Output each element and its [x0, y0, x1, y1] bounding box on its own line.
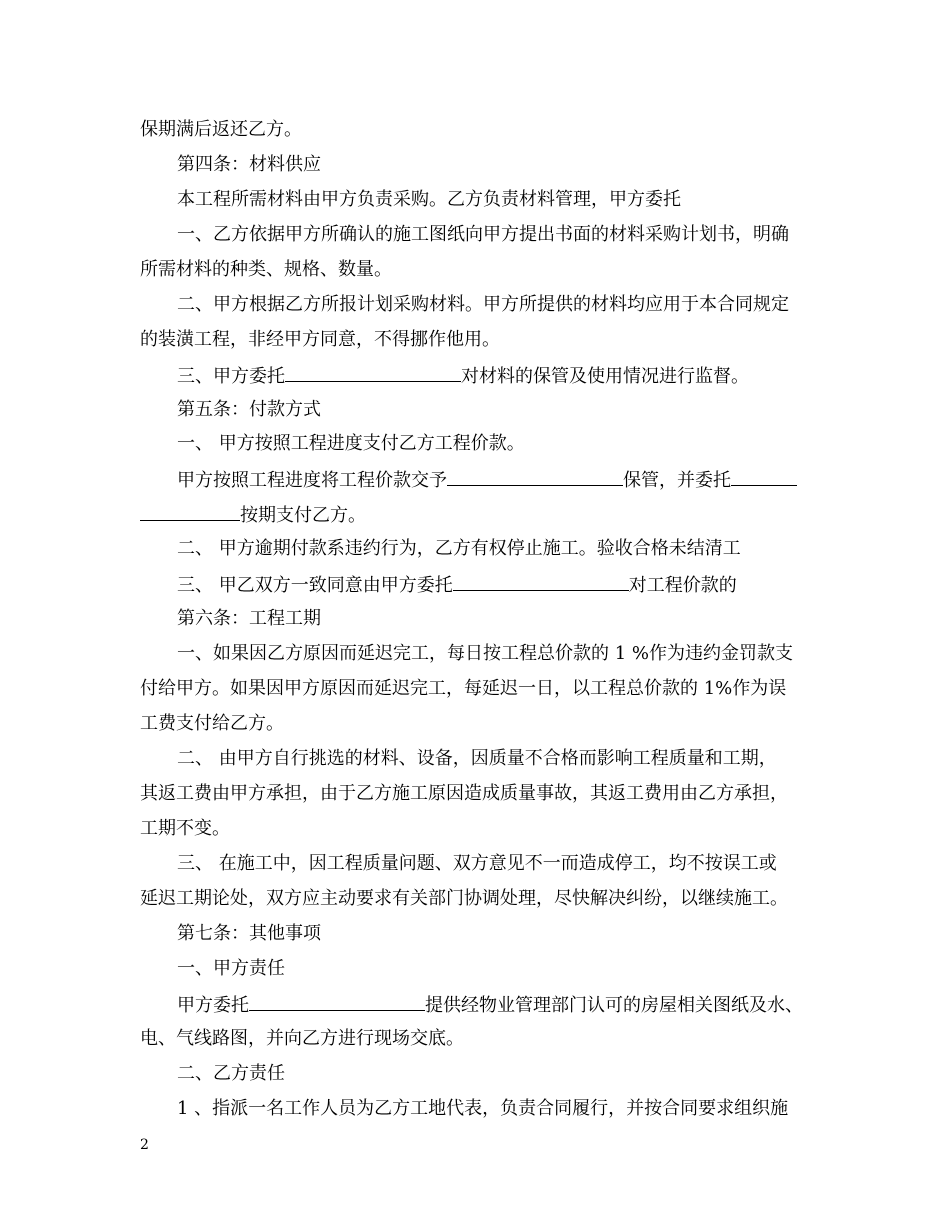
text-line-with-blank: [177, 992, 830, 1018]
text-line: 本工程所需材料由甲方负责采购。乙方负责材料管理，甲方委托: [177, 189, 681, 210]
fill-in-blank: [453, 572, 629, 591]
fill-in-blank: [285, 363, 461, 382]
text-segment: 按期支付乙方。: [240, 505, 366, 526]
text-line-with-blank: [177, 572, 830, 598]
text-line-with-blank: [140, 502, 830, 528]
article-heading: 第七条：其他事项: [177, 923, 321, 944]
text-line-with-blank: [177, 467, 830, 493]
text-line: 电、气线路图，并向乙方进行现场交底。: [140, 1028, 464, 1049]
text-segment: 甲方按照工程进度将工程价款交予: [177, 470, 447, 491]
text-segment: 三、甲方委托: [177, 366, 285, 387]
text-line: 所需材料的种类、规格、数量。: [140, 259, 392, 280]
article-heading: 第四条：材料供应: [177, 154, 321, 175]
fill-in-blank: [140, 502, 240, 521]
text-line: 工费支付给乙方。: [140, 713, 284, 734]
text-segment: 提供经物业管理部门认可的房屋相关图纸及水、: [425, 995, 803, 1016]
text-line-with-blank: [177, 363, 830, 389]
text-line: 延迟工期论处，双方应主动要求有关部门协调处理，尽快解决纠纷，以继续施工。: [140, 888, 788, 909]
text-segment: 甲方委托: [177, 995, 249, 1016]
page-number: 2: [140, 1137, 149, 1153]
text-line: 二、甲方根据乙方所报计划采购材料。甲方所提供的材料均应用于本合同规定: [177, 294, 789, 315]
text-line: 保期满后返还乙方。: [140, 119, 302, 140]
text-line: 一、如果因乙方原因而延迟完工，每日按工程总价款的 1 %作为违约金罚款支: [177, 643, 793, 664]
text-segment: 三、 甲乙双方一致同意由甲方委托: [177, 575, 453, 596]
fill-in-blank: [447, 467, 623, 486]
text-segment: 对工程价款的: [628, 575, 737, 596]
fill-in-blank: [249, 992, 425, 1011]
fill-in-blank: [731, 467, 797, 486]
text-line: 其返工费由甲方承担，由于乙方施工原因造成质量事故，其返工费用由乙方承担，: [140, 783, 788, 804]
text-line: 一、甲方责任: [177, 958, 285, 979]
text-line: 1 、指派一名工作人员为乙方工地代表，负责合同履行，并按合同要求组织施: [177, 1098, 789, 1119]
article-heading: 第六条：工程工期: [177, 608, 321, 629]
text-line: 三、 在施工中，因工程质量问题、双方意见不一而造成停工，均不按误工或: [177, 853, 777, 874]
text-line: 工期不变。: [140, 818, 230, 839]
text-line: 二、 甲方逾期付款系违约行为，乙方有权停止施工。验收合格未结清工: [177, 538, 741, 559]
text-line: 二、 由甲方自行挑选的材料、设备，因质量不合格而影响工程质量和工期，: [177, 748, 777, 769]
text-line: 一、 甲方按照工程进度支付乙方工程价款。: [177, 433, 525, 454]
text-line: 一、乙方依据甲方所确认的施工图纸向甲方提出书面的材料采购计划书，明确: [177, 224, 789, 245]
text-line: 的装潢工程，非经甲方同意，不得挪作他用。: [140, 329, 500, 350]
text-line: 二、乙方责任: [177, 1063, 285, 1084]
article-heading: 第五条：付款方式: [177, 399, 321, 420]
text-line: 付给甲方。如果因甲方原因而延迟完工，每延迟一日，以工程总价款的 1%作为误: [140, 678, 787, 699]
text-segment: 对材料的保管及使用情况进行监督。: [461, 366, 749, 387]
text-segment: 保管，并委托: [623, 470, 731, 491]
